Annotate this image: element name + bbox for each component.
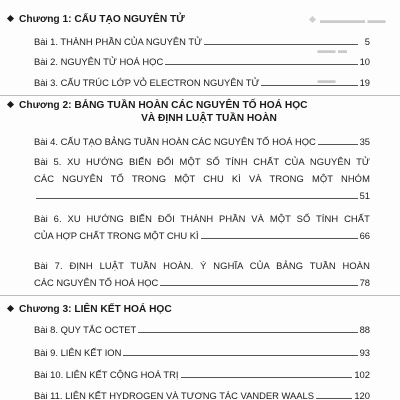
toc-entry[interactable] (34, 76, 370, 89)
page-number: 51 (359, 190, 370, 201)
dot-leader (318, 144, 358, 145)
toc-entry[interactable] (34, 323, 370, 336)
bleed-through-line: ▬▬ ▬ (310, 45, 348, 55)
chapter-heading (6, 13, 392, 26)
lesson-title: Bài 11. LIÊN KẾT HYDROGEN VÀ TƯƠNG TÁC VANDER WAALS (34, 390, 315, 400)
chapter-title: Chương 3: LIÊN KẾT HOÁ HỌC (19, 304, 172, 315)
dot-leader (138, 332, 357, 333)
bleed-through-line: ▬▬ (310, 75, 336, 85)
toc-entry[interactable] (34, 55, 370, 68)
toc-entry[interactable] (34, 212, 370, 242)
chapter-heading (6, 99, 392, 125)
diamond-bullet-icon (7, 15, 14, 22)
chapter-title: Chương 1: CẤU TẠO NGUYÊN TỬ (19, 14, 185, 25)
lesson-title: Bài 3. CẤU TRÚC LỚP VỎ ELECTRON NGUYÊN TỬ (34, 77, 260, 88)
page-number: 10 (359, 56, 370, 67)
page-number: 120 (354, 390, 370, 400)
lesson-title: Bài 8. QUY TẮC OCTET (34, 324, 137, 335)
dot-leader (204, 44, 358, 45)
toc-entry[interactable] (34, 368, 370, 381)
diamond-bullet-icon (7, 101, 14, 108)
toc-entry[interactable] (34, 389, 370, 400)
dot-leader (160, 285, 357, 286)
lesson-title-continuation: CÁC NGUYÊN TỐ TRONG MỘT CHU KÌ VÀ TRONG MỘT NHÓM (34, 173, 370, 184)
dot-leader (165, 64, 357, 65)
toc-entry[interactable] (34, 35, 370, 48)
page-number: 102 (354, 369, 370, 380)
chapter-heading (6, 303, 392, 316)
lesson-title: Bài 7. ĐỊNH LUẬT TUẦN HOÀN. Ý NGHĨA CỦA BẢNG TUẦN HOÀN (34, 260, 370, 271)
toc-entry[interactable] (34, 135, 370, 148)
dot-leader (201, 238, 358, 239)
lesson-title: Bài 5. XU HƯỚNG BIẾN ĐỔI MỘT SỐ TÍNH CHẤT CỦA NGUYÊN TỬ (34, 156, 370, 167)
lesson-title: Bài 9. LIÊN KẾT ION (34, 347, 122, 358)
page-number: 66 (359, 230, 370, 241)
lesson-title: Bài 10. LIÊN KẾT CỘNG HOÁ TRỊ (34, 369, 179, 380)
page-number: 88 (359, 324, 370, 335)
lesson-title: Bài 6. XU HƯỚNG BIẾN ĐỔI THÀNH PHẦN VÀ MỘT SỐ TÍNH CHẤT (34, 213, 370, 224)
lesson-title-continuation: CỦA HỢP CHẤT TRONG MỘT CHU KÌ (34, 230, 199, 241)
dot-leader (181, 377, 353, 378)
page-number: 35 (359, 136, 370, 147)
lesson-title: Bài 4. CẤU TẠO BẢNG TUẦN HOÀN CÁC NGUYÊN TỐ HOÁ HỌC (34, 136, 316, 147)
lesson-title-continuation: CÁC NGUYÊN TỐ HOÁ HỌC (34, 277, 159, 288)
diamond-bullet-icon (7, 305, 14, 312)
section-divider (0, 95, 400, 96)
lesson-title: Bài 1. THÀNH PHẦN CỦA NGUYÊN TỬ (34, 36, 203, 47)
chapter-title: Chương 2: BẢNG TUẦN HOÀN CÁC NGUYÊN TỐ HOÁ HỌC (19, 100, 308, 111)
toc-entry[interactable] (34, 259, 370, 289)
dot-leader (36, 198, 358, 199)
page-number: 93 (359, 347, 370, 358)
dot-leader (261, 85, 357, 86)
section-divider (0, 295, 400, 296)
chapter-title-continuation: VÀ ĐỊNH LUẬT TUẦN HOÀN (141, 113, 277, 124)
dot-leader (123, 355, 357, 356)
page-number: 78 (359, 277, 370, 288)
page-number: 5 (364, 36, 370, 47)
lesson-title: Bài 2. NGUYÊN TỬ HOÁ HỌC (34, 56, 164, 67)
dot-leader (316, 398, 352, 399)
page-number: 19 (359, 77, 370, 88)
toc-entry[interactable] (34, 155, 370, 202)
toc-entry[interactable] (34, 346, 370, 359)
bleed-through-line: ▬▬▬▬▬ ▬▬ (310, 5, 400, 35)
